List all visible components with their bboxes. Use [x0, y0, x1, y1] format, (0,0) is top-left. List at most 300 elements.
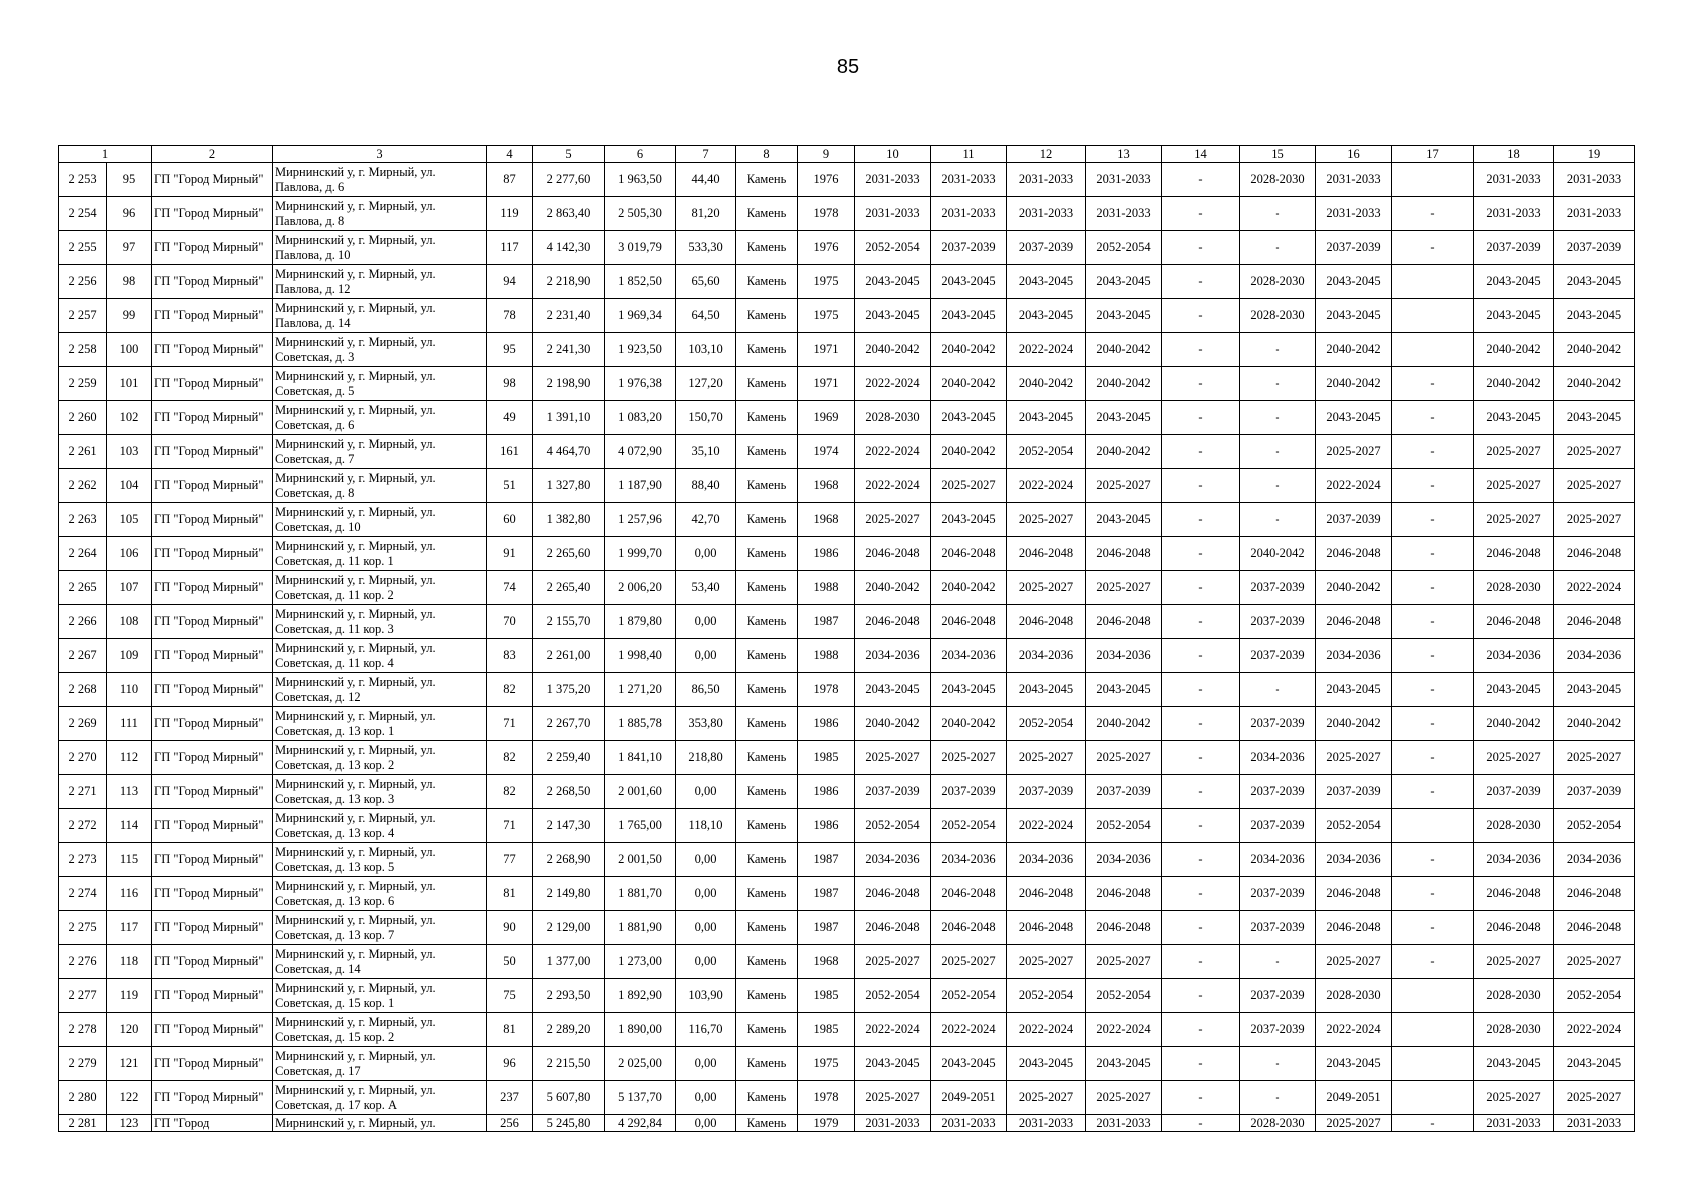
table-cell: 1 879,80: [605, 605, 676, 639]
table-cell: 1 976,38: [605, 367, 676, 401]
table-row: [59, 979, 1635, 1013]
table-cell: 2043-2045: [1086, 503, 1162, 537]
table-cell: 1975: [798, 299, 855, 333]
table-cell: ГП "Город Мирный": [152, 503, 273, 537]
table-cell: 99: [107, 299, 152, 333]
table-cell: Камень: [736, 877, 798, 911]
table-cell: Камень: [736, 843, 798, 877]
table-cell: 2052-2054: [1316, 809, 1392, 843]
table-cell: 2025-2027: [1086, 571, 1162, 605]
table-cell: 2052-2054: [855, 809, 931, 843]
table-cell: 2031-2033: [1474, 197, 1554, 231]
table-cell: ГП "Город Мирный": [152, 843, 273, 877]
table-cell: -: [1392, 911, 1474, 945]
table-cell: 2034-2036: [1007, 639, 1086, 673]
table-cell: ГП "Город Мирный": [152, 1081, 273, 1115]
table-cell: 2043-2045: [1086, 401, 1162, 435]
table-row: [59, 673, 1635, 707]
table-cell: 2037-2039: [1240, 707, 1316, 741]
table-cell: -: [1392, 435, 1474, 469]
table-cell: 2031-2033: [1086, 1115, 1162, 1132]
table-cell: Мирнинский у, г. Мирный, ул. Советская, д. 13 кор. 2: [273, 741, 487, 775]
table-cell: 109: [107, 639, 152, 673]
table-cell: 1979: [798, 1115, 855, 1132]
table-cell: 2034-2036: [1316, 639, 1392, 673]
table-cell: -: [1392, 1115, 1474, 1132]
table-cell: 2028-2030: [855, 401, 931, 435]
table-cell: 2037-2039: [1240, 911, 1316, 945]
table-cell: 2025-2027: [1554, 435, 1635, 469]
table-cell: ГП "Город Мирный": [152, 707, 273, 741]
table-cell: -: [1392, 503, 1474, 537]
housing-register-table: [58, 145, 1635, 1132]
table-cell: 2025-2027: [1554, 503, 1635, 537]
table-cell: 106: [107, 537, 152, 571]
table-cell: Камень: [736, 673, 798, 707]
table-cell: 112: [107, 741, 152, 775]
table-cell: Мирнинский у, г. Мирный, ул. Павлова, д. 10: [273, 231, 487, 265]
table-cell: 1 377,00: [533, 945, 605, 979]
table-cell: 2025-2027: [1007, 571, 1086, 605]
table-cell: 2 001,50: [605, 843, 676, 877]
table-cell: 161: [487, 435, 533, 469]
table-cell: 2037-2039: [1554, 231, 1635, 265]
table-cell: 1975: [798, 1047, 855, 1081]
table-cell: Камень: [736, 1013, 798, 1047]
table-cell: 2022-2024: [855, 1013, 931, 1047]
table-row: [59, 265, 1635, 299]
table-cell: 98: [487, 367, 533, 401]
table-cell: 2 215,50: [533, 1047, 605, 1081]
table-cell: 2025-2027: [1316, 945, 1392, 979]
table-cell: 2040-2042: [1316, 333, 1392, 367]
table-cell: Камень: [736, 367, 798, 401]
table-cell: 1976: [798, 231, 855, 265]
table-cell: 2 262: [59, 469, 107, 503]
table-cell: 2043-2045: [1316, 299, 1392, 333]
table-cell: 1968: [798, 469, 855, 503]
table-cell: Мирнинский у, г. Мирный, ул. Советская, д. 10: [273, 503, 487, 537]
table-cell: Камень: [736, 163, 798, 197]
table-cell: 2028-2030: [1240, 163, 1316, 197]
table-cell: 118,10: [676, 809, 736, 843]
table-cell: 1978: [798, 197, 855, 231]
table-cell: 2031-2033: [1554, 1115, 1635, 1132]
table-cell: ГП "Город Мирный": [152, 639, 273, 673]
table-cell: 2022-2024: [1554, 1013, 1635, 1047]
table-cell: -: [1162, 1081, 1240, 1115]
table-cell: 2043-2045: [1474, 299, 1554, 333]
table-cell: 2043-2045: [931, 673, 1007, 707]
column-number-row: [59, 146, 1635, 163]
table-cell: 1985: [798, 1013, 855, 1047]
table-cell: 2046-2048: [1316, 605, 1392, 639]
table-cell: 1 969,34: [605, 299, 676, 333]
table-cell: 0,00: [676, 911, 736, 945]
table-cell: -: [1240, 333, 1316, 367]
table-cell: 2046-2048: [1086, 911, 1162, 945]
table-cell: -: [1162, 639, 1240, 673]
table-cell: Мирнинский у, г. Мирный, ул. Павлова, д. 12: [273, 265, 487, 299]
table-cell: Камень: [736, 231, 798, 265]
table-cell: 2034-2036: [1240, 741, 1316, 775]
table-cell: 2028-2030: [1474, 809, 1554, 843]
table-cell: 2046-2048: [1554, 537, 1635, 571]
table-cell: Мирнинский у, г. Мирный, ул. Советская, д. 13 кор. 6: [273, 877, 487, 911]
table-cell: 42,70: [676, 503, 736, 537]
table-row: [59, 639, 1635, 673]
table-cell: 2 256: [59, 265, 107, 299]
table-cell: 1968: [798, 503, 855, 537]
table-cell: 1 271,20: [605, 673, 676, 707]
table-cell: 2022-2024: [1086, 1013, 1162, 1047]
table-cell: 2028-2030: [1316, 979, 1392, 1013]
table-cell: -: [1162, 843, 1240, 877]
table-cell: Камень: [736, 299, 798, 333]
table-cell: 2046-2048: [931, 877, 1007, 911]
table-cell: 1 375,20: [533, 673, 605, 707]
table-cell: 98: [107, 265, 152, 299]
table-cell: 2031-2033: [1316, 197, 1392, 231]
table-cell: 2034-2036: [1240, 843, 1316, 877]
table-cell: 2037-2039: [1316, 775, 1392, 809]
table-cell: 1 852,50: [605, 265, 676, 299]
table-cell: 2 155,70: [533, 605, 605, 639]
table-cell: 2025-2027: [1474, 945, 1554, 979]
table-cell: 2040-2042: [855, 571, 931, 605]
table-cell: 2 268,90: [533, 843, 605, 877]
table-cell: 2046-2048: [1316, 911, 1392, 945]
table-cell: 2043-2045: [931, 503, 1007, 537]
table-cell: -: [1162, 231, 1240, 265]
table-cell: 117: [107, 911, 152, 945]
table-row: [59, 945, 1635, 979]
table-cell: 114: [107, 809, 152, 843]
table-cell: 2025-2027: [1554, 1081, 1635, 1115]
table-cell: 150,70: [676, 401, 736, 435]
table-row: [59, 605, 1635, 639]
table-cell: 1 765,00: [605, 809, 676, 843]
table-cell: 113: [107, 775, 152, 809]
table-cell: 2037-2039: [1240, 877, 1316, 911]
table-cell: 2037-2039: [855, 775, 931, 809]
table-cell: 2025-2027: [1554, 469, 1635, 503]
table-cell: 2 279: [59, 1047, 107, 1081]
table-cell: 2031-2033: [931, 1115, 1007, 1132]
table-cell: 2052-2054: [931, 809, 1007, 843]
table-cell: 5 245,80: [533, 1115, 605, 1132]
table-cell: 2 001,60: [605, 775, 676, 809]
table-cell: 2 149,80: [533, 877, 605, 911]
table-cell: 95: [487, 333, 533, 367]
table-cell: -: [1162, 367, 1240, 401]
table-cell: 2025-2027: [1474, 435, 1554, 469]
table-cell: 2 231,40: [533, 299, 605, 333]
table-cell: -: [1392, 639, 1474, 673]
table-cell: 2043-2045: [1086, 673, 1162, 707]
table-cell: 2040-2042: [931, 707, 1007, 741]
table-cell: 2043-2045: [1007, 401, 1086, 435]
table-cell: 2 270: [59, 741, 107, 775]
table-cell: 1 327,80: [533, 469, 605, 503]
table-cell: 2046-2048: [1474, 911, 1554, 945]
table-cell: 2031-2033: [931, 197, 1007, 231]
table-cell: 0,00: [676, 537, 736, 571]
table-row: [59, 843, 1635, 877]
table-cell: 1 841,10: [605, 741, 676, 775]
table-cell: 2043-2045: [1554, 401, 1635, 435]
table-cell: 1985: [798, 741, 855, 775]
table-cell: 2 265,60: [533, 537, 605, 571]
table-cell: 1986: [798, 809, 855, 843]
table-cell: Камень: [736, 469, 798, 503]
table-cell: Мирнинский у, г. Мирный, ул. Павлова, д. 6: [273, 163, 487, 197]
table-cell: 70: [487, 605, 533, 639]
table-cell: 78: [487, 299, 533, 333]
table-cell: Мирнинский у, г. Мирный, ул. Советская, д. 7: [273, 435, 487, 469]
table-cell: 2025-2027: [1554, 741, 1635, 775]
table-cell: 1985: [798, 979, 855, 1013]
table-cell: 104: [107, 469, 152, 503]
table-cell: 2043-2045: [1474, 673, 1554, 707]
table-cell: -: [1162, 503, 1240, 537]
table-cell: 2037-2039: [1474, 775, 1554, 809]
table-cell: Мирнинский у, г. Мирный, ул. Советская, д. 11 кор. 1: [273, 537, 487, 571]
table-cell: Мирнинский у, г. Мирный, ул. Павлова, д. 8: [273, 197, 487, 231]
table-cell: -: [1392, 775, 1474, 809]
table-cell: 2028-2030: [1474, 979, 1554, 1013]
table-row: [59, 1115, 1635, 1132]
table-cell: 1 923,50: [605, 333, 676, 367]
table-cell: 2046-2048: [855, 605, 931, 639]
table-cell: 1 998,40: [605, 639, 676, 673]
table-cell: 2040-2042: [1316, 367, 1392, 401]
table-cell: 49: [487, 401, 533, 435]
table-cell: 0,00: [676, 1115, 736, 1132]
table-cell: 1988: [798, 571, 855, 605]
table-cell: -: [1162, 435, 1240, 469]
table-cell: -: [1162, 775, 1240, 809]
table-cell: 2 261: [59, 435, 107, 469]
table-cell: 2031-2033: [1474, 1115, 1554, 1132]
table-cell: 2040-2042: [931, 435, 1007, 469]
table-cell: 2052-2054: [1554, 979, 1635, 1013]
table-cell: 82: [487, 775, 533, 809]
header-cell: 9: [798, 146, 855, 163]
table-cell: 2034-2036: [1086, 639, 1162, 673]
table-cell: 2052-2054: [1086, 231, 1162, 265]
table-cell: -: [1162, 537, 1240, 571]
table-cell: 1 892,90: [605, 979, 676, 1013]
table-cell: 2 863,40: [533, 197, 605, 231]
table-cell: Камень: [736, 1115, 798, 1132]
table-cell: 0,00: [676, 877, 736, 911]
table-cell: -: [1240, 1047, 1316, 1081]
table-cell: -: [1162, 605, 1240, 639]
header-cell: 13: [1086, 146, 1162, 163]
table-cell: -: [1162, 571, 1240, 605]
table-cell: Камень: [736, 401, 798, 435]
table-cell: 1 963,50: [605, 163, 676, 197]
table-cell: 0,00: [676, 639, 736, 673]
table-cell: 2022-2024: [855, 469, 931, 503]
table-cell: ГП "Город Мирный": [152, 435, 273, 469]
table-cell: 1988: [798, 639, 855, 673]
table-cell: 2022-2024: [855, 435, 931, 469]
header-cell: 10: [855, 146, 931, 163]
table-cell: 2046-2048: [1007, 877, 1086, 911]
table-cell: Мирнинский у, г. Мирный, ул. Советская, д. 13 кор. 3: [273, 775, 487, 809]
table-cell: 1987: [798, 911, 855, 945]
table-cell: ГП "Город Мирный": [152, 197, 273, 231]
table-cell: 0,00: [676, 775, 736, 809]
table-cell: 2025-2027: [1474, 469, 1554, 503]
table-cell: 2025-2027: [1316, 435, 1392, 469]
table-cell: 2 025,00: [605, 1047, 676, 1081]
table-cell: 1971: [798, 333, 855, 367]
table-cell: ГП "Город Мирный": [152, 877, 273, 911]
table-cell: 2043-2045: [1554, 673, 1635, 707]
table-cell: 1978: [798, 673, 855, 707]
table-cell: -: [1162, 299, 1240, 333]
table-cell: 2 269: [59, 707, 107, 741]
table-cell: 2028-2030: [1474, 571, 1554, 605]
table-cell: ГП "Город Мирный": [152, 231, 273, 265]
table-cell: 2022-2024: [1316, 1013, 1392, 1047]
table-cell: 0,00: [676, 1081, 736, 1115]
table-cell: ГП "Город Мирный": [152, 401, 273, 435]
table-cell: 82: [487, 673, 533, 707]
header-cell: 7: [676, 146, 736, 163]
table-cell: 2025-2027: [1474, 503, 1554, 537]
table-cell: Камень: [736, 435, 798, 469]
table-cell: 102: [107, 401, 152, 435]
table-cell: 107: [107, 571, 152, 605]
table-cell: 1 083,20: [605, 401, 676, 435]
table-cell: Мирнинский у, г. Мирный, ул. Советская, д. 3: [273, 333, 487, 367]
table-cell: [1392, 163, 1474, 197]
table-cell: 2037-2039: [1316, 503, 1392, 537]
table-cell: 2 276: [59, 945, 107, 979]
table-cell: 2052-2054: [1554, 809, 1635, 843]
table-cell: 2043-2045: [1316, 401, 1392, 435]
table-cell: 2040-2042: [1086, 367, 1162, 401]
table-cell: 2 267: [59, 639, 107, 673]
table-cell: 2031-2033: [1007, 197, 1086, 231]
table-cell: ГП "Город Мирный": [152, 979, 273, 1013]
table-cell: 2049-2051: [1316, 1081, 1392, 1115]
table-cell: 2034-2036: [1554, 843, 1635, 877]
table-cell: 2025-2027: [855, 945, 931, 979]
table-cell: -: [1162, 707, 1240, 741]
header-cell: 16: [1316, 146, 1392, 163]
table-cell: -: [1392, 197, 1474, 231]
table-cell: 2046-2048: [1086, 605, 1162, 639]
table-cell: ГП "Город Мирный": [152, 809, 273, 843]
table-cell: 2025-2027: [1007, 503, 1086, 537]
table-cell: 2043-2045: [931, 299, 1007, 333]
table-cell: -: [1162, 333, 1240, 367]
table-cell: 2022-2024: [1007, 469, 1086, 503]
table-cell: 2025-2027: [855, 741, 931, 775]
table-cell: 83: [487, 639, 533, 673]
table-cell: 2 268,50: [533, 775, 605, 809]
table-cell: 2046-2048: [1474, 537, 1554, 571]
table-cell: 2043-2045: [1316, 265, 1392, 299]
table-cell: 2 260: [59, 401, 107, 435]
table-cell: Мирнинский у, г. Мирный, ул. Советская, д. 13 кор. 5: [273, 843, 487, 877]
table-cell: 2 198,90: [533, 367, 605, 401]
table-cell: -: [1392, 741, 1474, 775]
table-cell: Камень: [736, 503, 798, 537]
table-cell: 2046-2048: [855, 911, 931, 945]
table-cell: 2025-2027: [1086, 945, 1162, 979]
table-cell: 2040-2042: [1086, 435, 1162, 469]
table-cell: Мирнинский у, г. Мирный, ул. Советская, д. 8: [273, 469, 487, 503]
table-cell: -: [1162, 163, 1240, 197]
table-cell: 2052-2054: [1086, 979, 1162, 1013]
table-cell: Мирнинский у, г. Мирный, ул. Советская, д. 6: [273, 401, 487, 435]
table-cell: 2031-2033: [855, 197, 931, 231]
table-cell: 2031-2033: [1554, 163, 1635, 197]
table-cell: -: [1240, 435, 1316, 469]
table-cell: 2046-2048: [931, 537, 1007, 571]
table-cell: -: [1162, 979, 1240, 1013]
table-cell: 2046-2048: [855, 537, 931, 571]
table-row: [59, 775, 1635, 809]
table-cell: ГП "Город Мирный": [152, 469, 273, 503]
table-cell: 2046-2048: [1007, 537, 1086, 571]
table-cell: 2046-2048: [1554, 877, 1635, 911]
table-cell: 2022-2024: [1316, 469, 1392, 503]
table-cell: -: [1162, 265, 1240, 299]
table-cell: 2046-2048: [931, 605, 1007, 639]
table-cell: 2025-2027: [1474, 1081, 1554, 1115]
table-cell: ГП "Город Мирный": [152, 741, 273, 775]
table-cell: 116: [107, 877, 152, 911]
table-cell: 2040-2042: [1007, 367, 1086, 401]
table-cell: 4 292,84: [605, 1115, 676, 1132]
table-cell: ГП "Город Мирный": [152, 673, 273, 707]
table-cell: Камень: [736, 809, 798, 843]
header-cell: 19: [1554, 146, 1635, 163]
table-cell: 2 268: [59, 673, 107, 707]
table-row: [59, 911, 1635, 945]
table-cell: 2043-2045: [1007, 673, 1086, 707]
table-cell: Мирнинский у, г. Мирный, ул. Советская, д. 13 кор. 4: [273, 809, 487, 843]
table-cell: 2025-2027: [1474, 741, 1554, 775]
table-cell: 2040-2042: [1086, 707, 1162, 741]
table-cell: 44,40: [676, 163, 736, 197]
table-cell: 2037-2039: [1240, 605, 1316, 639]
header-cell: 8: [736, 146, 798, 163]
header-cell: 5: [533, 146, 605, 163]
table-cell: 2046-2048: [1554, 605, 1635, 639]
table-cell: 2025-2027: [855, 1081, 931, 1115]
table-cell: 2025-2027: [1086, 741, 1162, 775]
table-cell: 2052-2054: [1086, 809, 1162, 843]
table-cell: 2 129,00: [533, 911, 605, 945]
table-cell: 2052-2054: [855, 979, 931, 1013]
table-cell: 101: [107, 367, 152, 401]
table-row: [59, 707, 1635, 741]
table-cell: 2025-2027: [1007, 945, 1086, 979]
table-cell: 2043-2045: [1316, 673, 1392, 707]
table-cell: 2043-2045: [931, 265, 1007, 299]
table-cell: 2043-2045: [1474, 265, 1554, 299]
table-cell: 5 137,70: [605, 1081, 676, 1115]
table-cell: 110: [107, 673, 152, 707]
